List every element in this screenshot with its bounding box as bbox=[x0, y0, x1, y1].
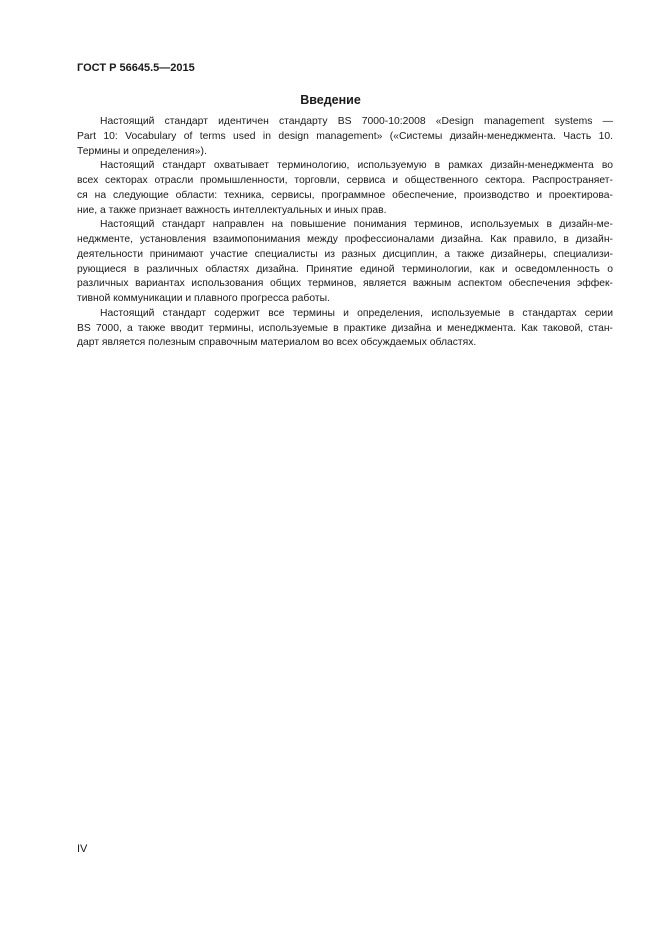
paragraph-line: деятельности принимают участие специалисты из разных дисциплин, а также дизайнеры, специализи- bbox=[77, 248, 613, 260]
paragraph-line: дарт является полезным справочным материалом во всех обсуждаемых областях. bbox=[77, 337, 477, 349]
paragraph-line: ние, а также признает важность интеллектуальных и иных прав. bbox=[77, 204, 387, 216]
paragraph-line: неджменте, установления взаимопонимания между профессионалами дизайна. Как правило, в дизайн- bbox=[77, 234, 613, 245]
page-number: IV bbox=[77, 843, 88, 855]
paragraph-line: Настоящий стандарт содержит все термины и определения, используемые в стандартах серии bbox=[100, 307, 613, 319]
paragraph-line: Part 10: Vocabulary of terms used in design management» («Системы дизайн-менеджмента. Часть 10. bbox=[77, 130, 613, 142]
section-title: Введение bbox=[300, 93, 361, 107]
paragraph-line: Термины и определения»). bbox=[77, 145, 207, 157]
paragraph-2 bbox=[77, 159, 613, 218]
paragraph-line: всех секторах отрасли промышленности, торговли, сервиса и общественного сектора. Распространяет- bbox=[77, 175, 613, 186]
paragraph-line: различных вариантах использования общих терминов, является важным аспектом обеспечения эффек- bbox=[77, 278, 613, 290]
paragraph-line: Настоящий стандарт идентичен стандарту BS 7000-10:2008 «Design management systems — bbox=[100, 116, 613, 127]
paragraph-line: рующиеся в различных областях дизайна. Принятие единой терминологии, как и осведомленность о bbox=[77, 263, 613, 275]
paragraph-line: Настоящий стандарт направлен на повышение понимания терминов, используемых в дизайн-ме- bbox=[100, 219, 613, 231]
standard-number-header: ГОСТ Р 56645.5—2015 bbox=[77, 62, 195, 74]
paragraph-line: BS 7000, а также вводит термины, используемые в практике дизайна и менеджмента. Как таковой, стан- bbox=[77, 322, 613, 334]
paragraph-4 bbox=[77, 307, 613, 351]
paragraph-1 bbox=[77, 115, 613, 159]
paragraph-line: Настоящий стандарт охватывает терминологию, используемую в рамках дизайн-менеджмента во bbox=[100, 160, 613, 172]
introduction-body bbox=[77, 115, 613, 351]
paragraph-line: ся на следующие области: техника, сервисы, программное обеспечение, производство и проектирова- bbox=[77, 189, 613, 201]
paragraph-3 bbox=[77, 218, 613, 307]
paragraph-line: тивной коммуникации и плавного прогресса работы. bbox=[77, 293, 330, 304]
